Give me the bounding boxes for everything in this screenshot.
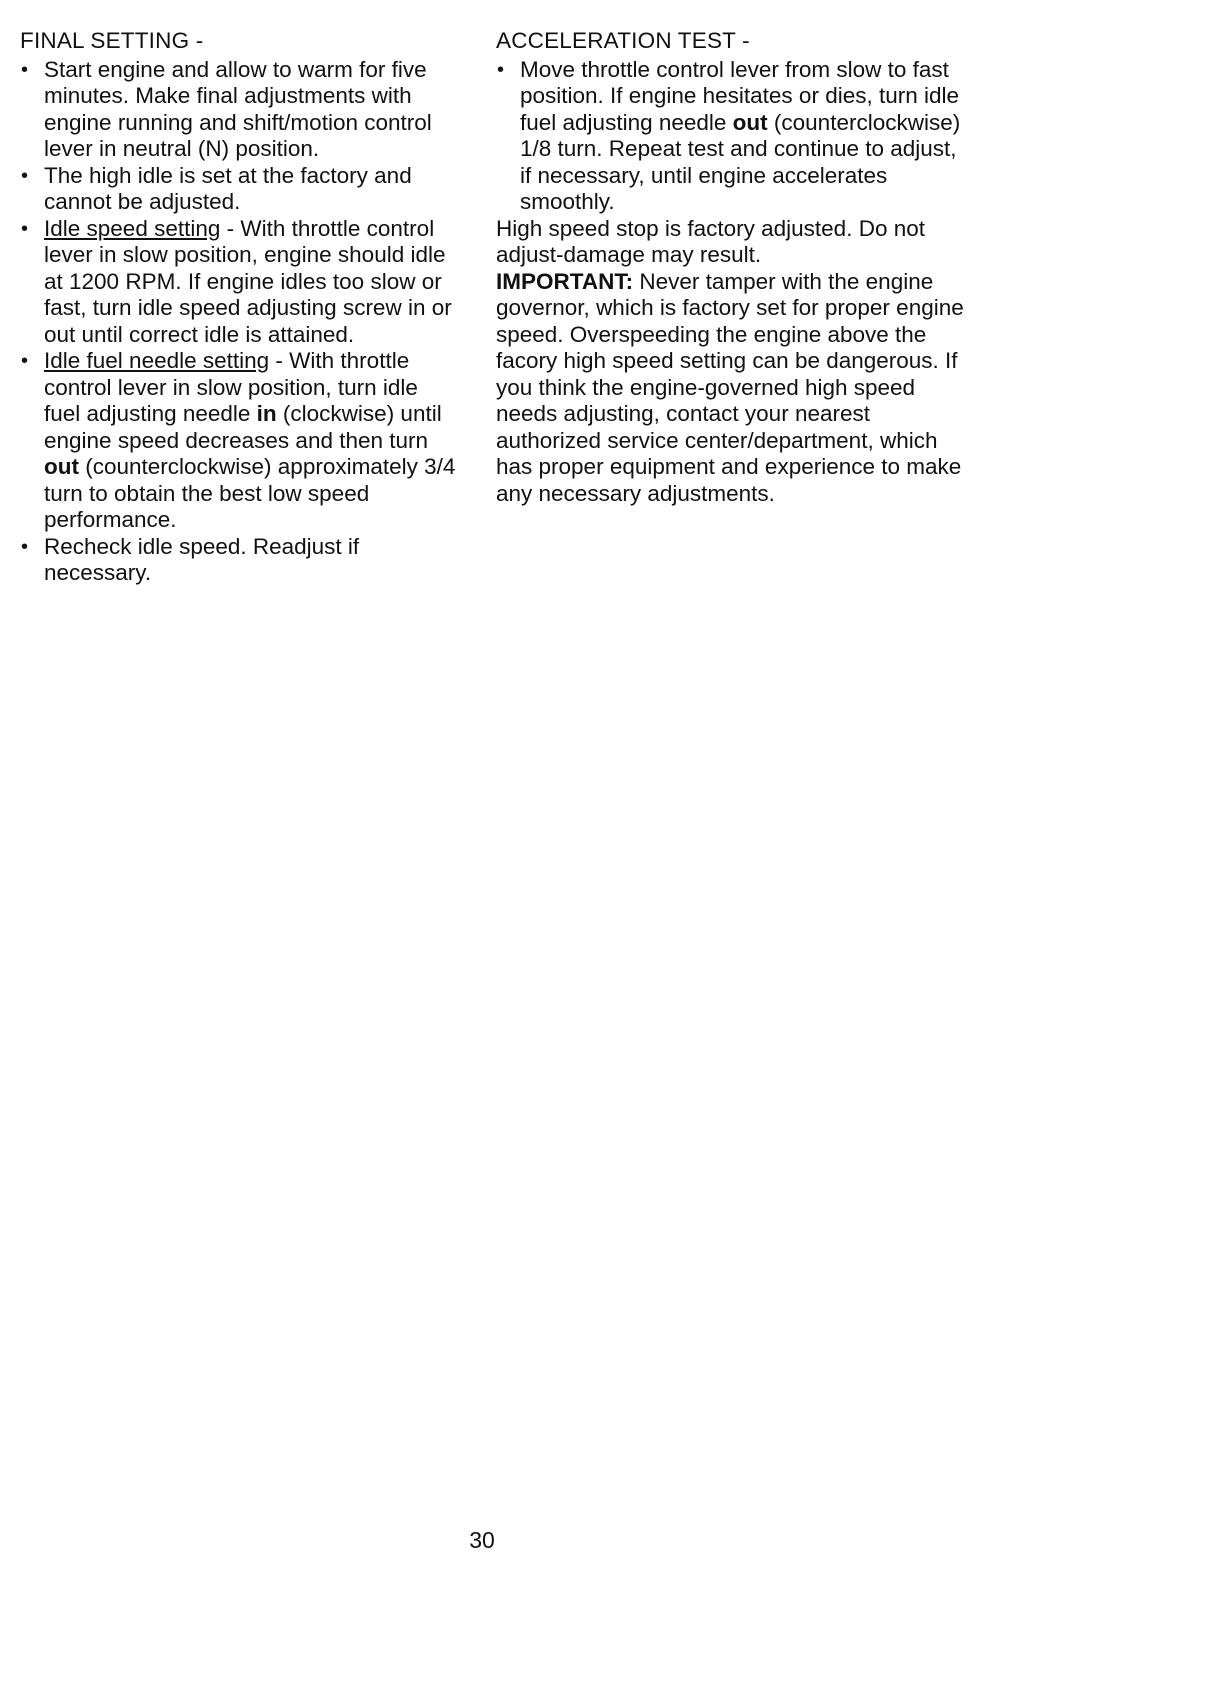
acceleration-test-list: [496, 57, 966, 216]
final-setting-section: [20, 28, 460, 587]
final-setting-list: [20, 57, 460, 587]
important-text: Never tamper with the engine governor, which is factory set for proper engine speed. Overspeeding the engine above the facory high speed setting can be dangerous. If you think the engine-governed high speed needs adjusting, contact your nearest authorized service center/department, which has proper equipment and experience to make any necessary adjustments.: [496, 268, 964, 506]
list-item-throttle-test: [496, 57, 966, 216]
acceleration-test-section: [496, 28, 966, 507]
idle-fuel-text-1: - With throttle control lever in slow position, turn idle fuel adjusting needle: [44, 348, 418, 426]
throttle-test-text-1: Move throttle control lever from slow to fast position. If engine hesitates or dies, turn idle fuel adjusting needle: [520, 56, 960, 135]
list-item-recheck: [20, 534, 460, 587]
recheck-text: Recheck idle speed. Readjust if necessary.: [44, 533, 360, 585]
list-item-warm-up: [20, 57, 460, 163]
idle-fuel-text-2: (clockwise) until engine speed decreases and then turn: [44, 401, 442, 453]
idle-speed-text: - With throttle control lever in slow position, engine should idle at 1200 RPM. If engine idles too slow or fast, turn idle speed adjusting screw in or out until correct idle is attained.: [44, 215, 452, 347]
list-item-idle-speed: [20, 216, 460, 349]
idle-speed-label: Idle speed setting: [44, 215, 221, 241]
list-item-idle-fuel-needle: [20, 348, 460, 534]
high-speed-stop-paragraph: High speed stop is factory adjusted. Do not adjust-damage may result.: [496, 215, 925, 267]
acceleration-test-heading: ACCELERATION TEST -: [496, 28, 750, 53]
list-item-high-idle: [20, 163, 460, 216]
final-setting-heading: FINAL SETTING -: [20, 28, 204, 53]
idle-fuel-in: in: [256, 401, 277, 426]
idle-fuel-text-3: (counterclockwise) approximately 3/4 turn to obtain the best low speed performance.: [44, 454, 456, 532]
warm-up-text: Start engine and allow to warm for five minutes. Make final adjustments with engine running and shift/motion control lever in neutral (N) position.: [44, 56, 432, 161]
high-idle-text: The high idle is set at the factory and cannot be adjusted.: [44, 162, 412, 214]
important-paragraph: [496, 269, 966, 508]
important-label: IMPORTANT:: [496, 268, 634, 294]
page-number: 30: [469, 1527, 495, 1553]
throttle-test-out: out: [732, 109, 768, 135]
throttle-test-text-2: (counterclockwise) 1/8 turn. Repeat test and continue to adjust, if necessary, until engine accelerates smoothly.: [520, 109, 961, 214]
idle-fuel-label: Idle fuel needle setting: [44, 348, 270, 373]
idle-fuel-out: out: [44, 454, 79, 479]
